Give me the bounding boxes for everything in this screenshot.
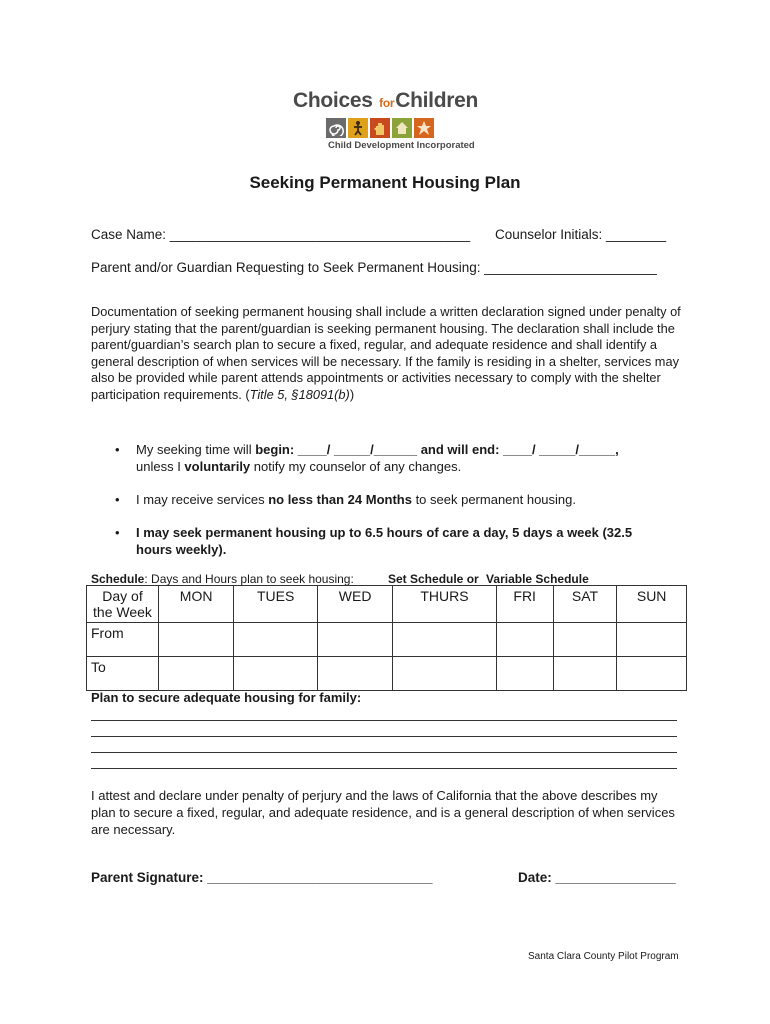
from-cell[interactable]	[496, 623, 553, 657]
bullet-dot: •	[115, 525, 120, 540]
documentation-close: )	[349, 386, 355, 402]
set-schedule-option[interactable]: Set Schedule or	[388, 572, 479, 586]
page-title: Seeking Permanent Housing Plan	[249, 173, 521, 192]
schedule-from-row	[87, 623, 687, 657]
to-cell[interactable]	[496, 657, 553, 691]
variable-schedule-option[interactable]: Variable Schedule	[486, 572, 589, 586]
bullet2-bold: no less than 24 Months	[268, 492, 412, 507]
hand-icon	[370, 118, 390, 138]
bullet-services	[136, 491, 676, 508]
day-tues: TUES	[234, 586, 318, 623]
from-label: From	[87, 623, 159, 657]
plan-line[interactable]	[91, 752, 677, 753]
bullet2-a: I may receive services	[136, 492, 269, 507]
to-cell[interactable]	[617, 657, 687, 691]
from-cell[interactable]	[159, 623, 234, 657]
bullet1-a: My seeking time will	[136, 442, 256, 457]
documentation-citation: Title 5, §18091(b)	[249, 386, 350, 402]
logo-title	[293, 89, 478, 113]
plan-line[interactable]	[91, 736, 677, 737]
bullet1-voluntarily: voluntarily	[184, 459, 251, 474]
from-cell[interactable]	[393, 623, 496, 657]
to-cell[interactable]	[393, 657, 496, 691]
from-cell[interactable]	[234, 623, 318, 657]
date-field[interactable]: Date: ________________	[518, 870, 676, 885]
spiral-icon	[326, 118, 346, 138]
logo-children: Children	[395, 89, 479, 112]
plan-line[interactable]	[91, 768, 677, 769]
schedule-header-row	[87, 586, 687, 623]
attest-paragraph: I attest and declare under penalty of perjury and the laws of California that the above describes my plan to secure a fixed, regular, and adequate residence, and is a general description of when services are necessary.	[91, 788, 675, 837]
schedule-label-bold: Schedule	[91, 572, 145, 586]
day-fri: FRI	[496, 586, 553, 623]
to-cell[interactable]	[318, 657, 393, 691]
bullet-dot: •	[115, 492, 120, 507]
day-thurs: THURS	[393, 586, 496, 623]
plan-line[interactable]	[91, 720, 677, 721]
documentation-paragraph	[91, 304, 681, 403]
figure-icon	[348, 118, 368, 138]
bullet-hours	[136, 524, 646, 558]
day-sat: SAT	[553, 586, 617, 623]
documentation-text: Documentation of seeking permanent housing shall include a written declaration signed under penalty of perjury stating that the parent/guardian is seeking permanent housing. The declaration shall include the parent/guardian’s search plan to secure a fixed, regular, and adequate residence and shall identify a general description of when services will be necessary. If the family is residing in a shelter, services may also be provided while parent attends appointments or activities necessary to comply with the shelter participation requirements. (	[91, 304, 681, 402]
schedule-table	[86, 585, 687, 691]
to-label: To	[87, 657, 159, 691]
schedule-to-row	[87, 657, 687, 691]
day-wed: WED	[318, 586, 393, 623]
parent-guardian-field[interactable]: Parent and/or Guardian Requesting to Seek Permanent Housing: _______________________	[91, 260, 657, 275]
star-icon	[414, 118, 434, 138]
case-name-field[interactable]: Case Name: ________________________________________	[91, 227, 471, 242]
house-icon	[392, 118, 412, 138]
day-sun: SUN	[617, 586, 687, 623]
from-cell[interactable]	[318, 623, 393, 657]
logo-subtitle: Child Development Incorporated	[328, 140, 475, 151]
bullet3-text: I may seek permanent housing up to 6.5 hours of care a day, 5 days a week (32.5 hours weekly).	[136, 525, 633, 557]
from-cell[interactable]	[617, 623, 687, 657]
schedule-label	[91, 572, 354, 586]
bullet1-c: notify my counselor of any changes.	[250, 459, 462, 474]
schedule-label-rest: : Days and Hours plan to seek housing:	[144, 572, 354, 586]
from-cell[interactable]	[553, 623, 617, 657]
footer-text: Santa Clara County Pilot Program	[528, 951, 679, 962]
logo-choices: Choices	[293, 89, 373, 112]
bullet2-b: to seek permanent housing.	[411, 492, 577, 507]
bullet1-b: unless I	[136, 459, 185, 474]
day-mon: MON	[159, 586, 234, 623]
bullet-dot: •	[115, 442, 120, 457]
plan-label: Plan to secure adequate housing for family:	[91, 690, 362, 705]
schedule-options	[388, 572, 589, 586]
counselor-initials-field[interactable]: Counselor Initials: ________	[495, 227, 667, 242]
logo-for: for	[379, 96, 395, 110]
to-cell[interactable]	[159, 657, 234, 691]
day-of-week-header: Day of the Week	[87, 586, 159, 623]
logo-tiles	[326, 118, 434, 138]
bullet1-begin[interactable]: begin: ____/ _____/______ and will end: ____/ _____/_____,	[255, 442, 619, 457]
bullet-seeking-time	[136, 441, 676, 475]
parent-signature-field[interactable]: Parent Signature: ______________________________	[91, 870, 433, 885]
to-cell[interactable]	[234, 657, 318, 691]
to-cell[interactable]	[553, 657, 617, 691]
